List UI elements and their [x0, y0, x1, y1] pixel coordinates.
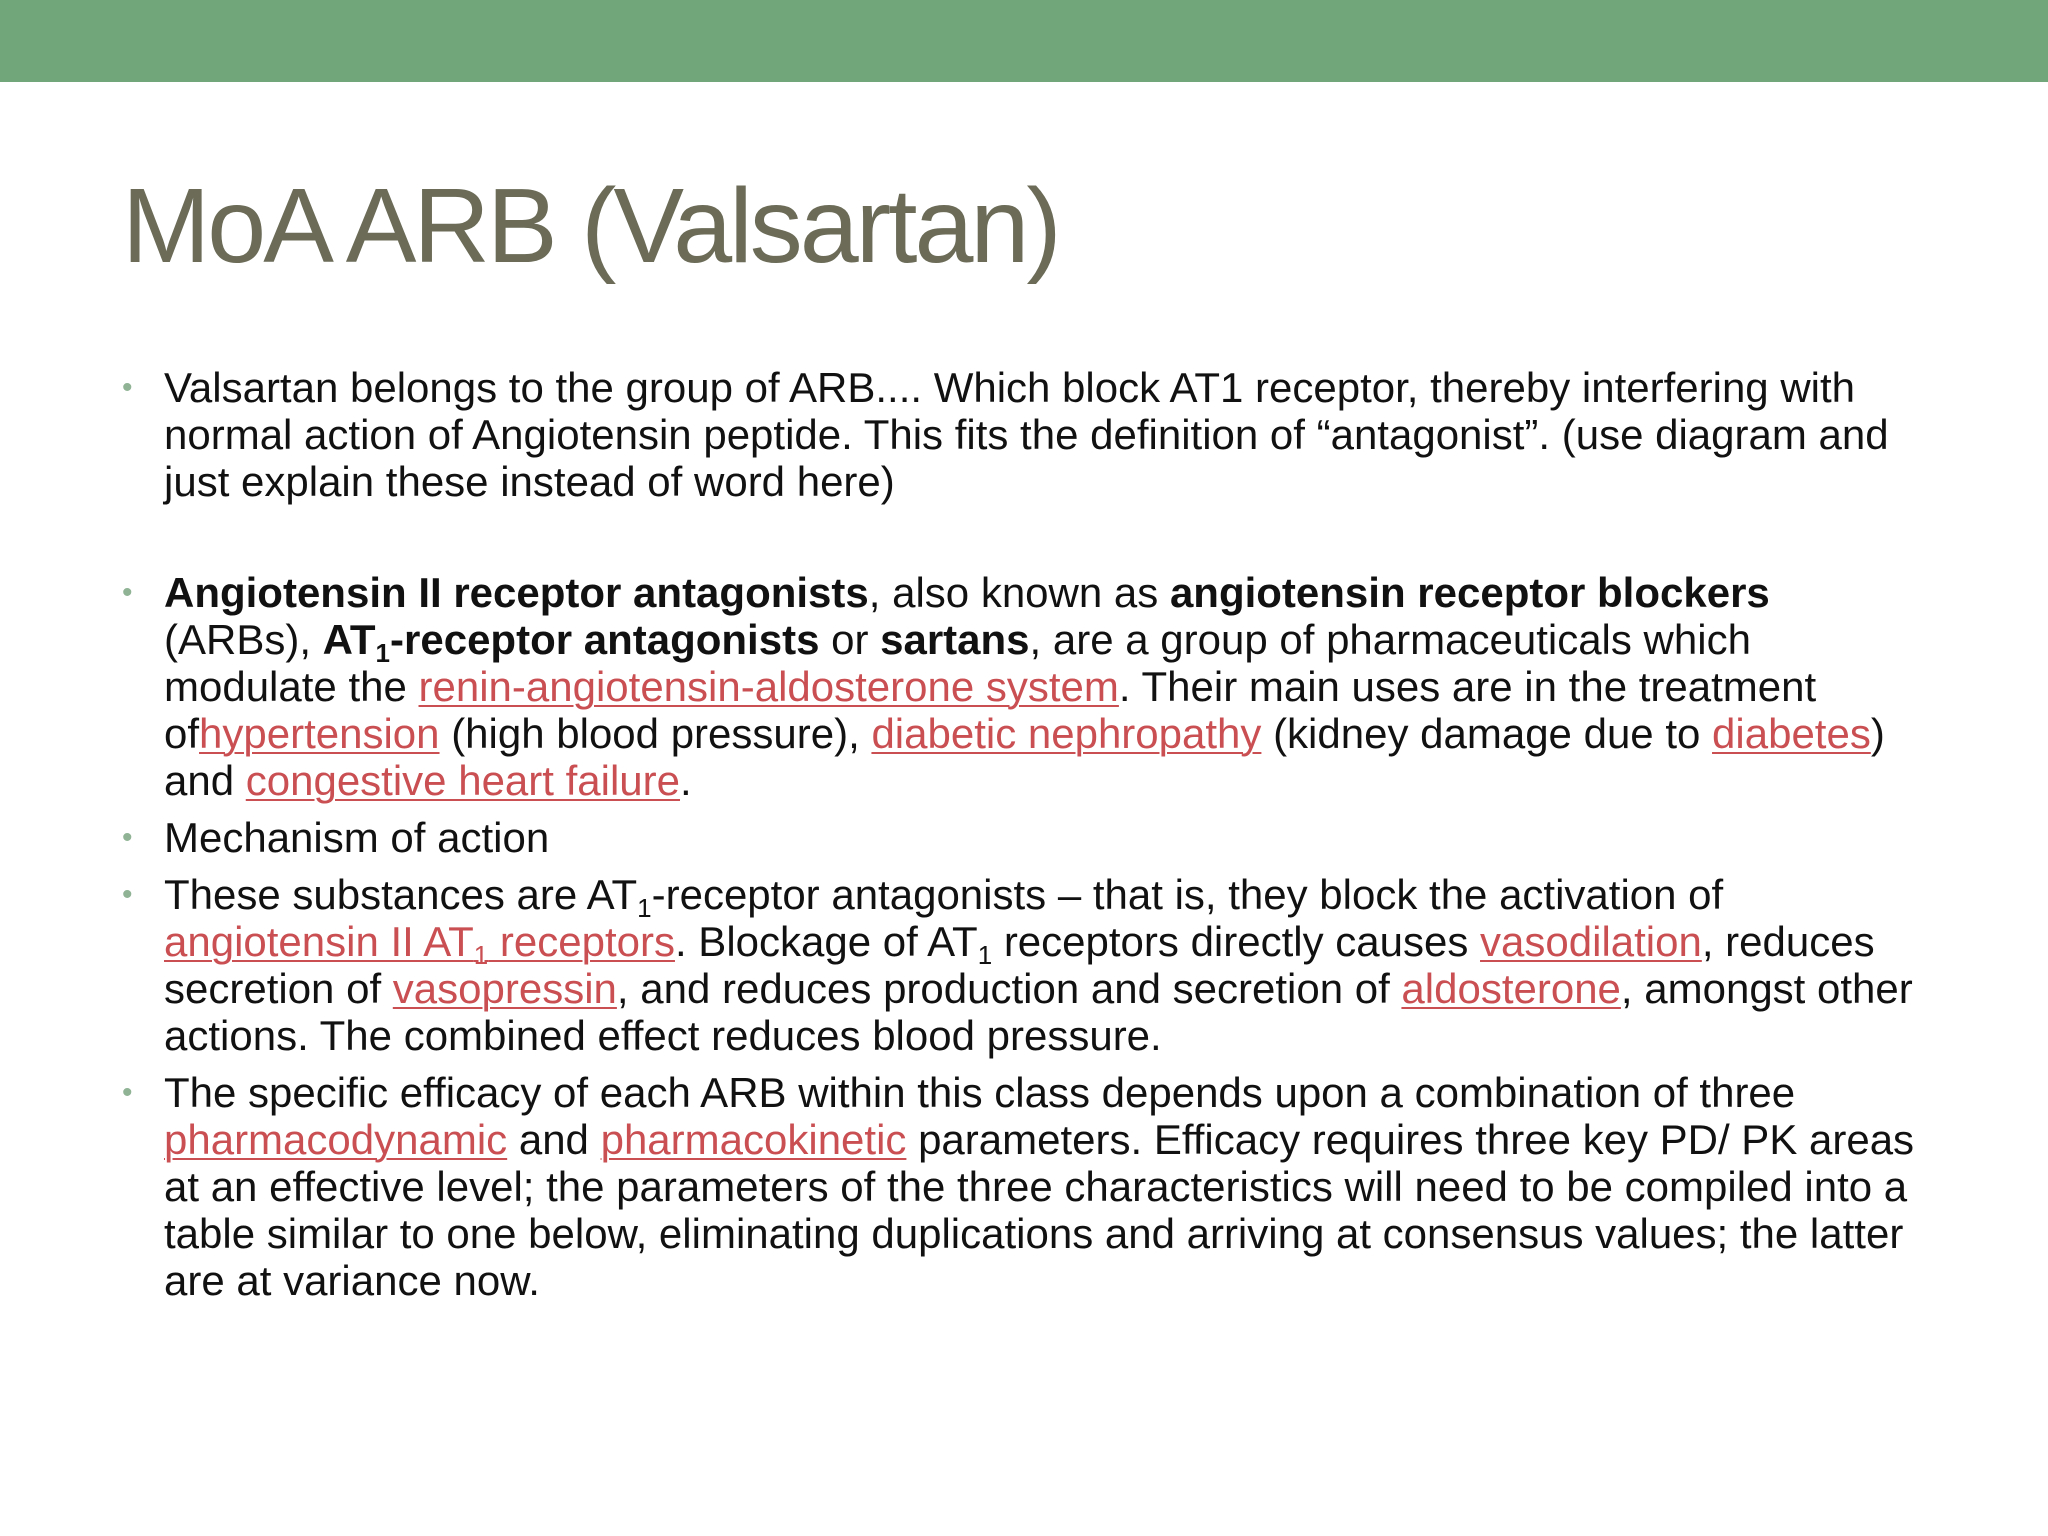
text-run: , and reduces production and secretion of: [616, 965, 1402, 1012]
top-accent-bar: [0, 0, 2048, 82]
link-pharmacokinetic[interactable]: pharmacokinetic: [600, 1116, 907, 1163]
link-diabetic-nephropathy[interactable]: diabetic nephropathy: [871, 710, 1262, 757]
slide-body: [122, 364, 1922, 1304]
bullet-dot-icon: •: [122, 1076, 133, 1109]
text-run: (high blood pressure),: [439, 710, 872, 757]
slide-title: MoA ARB (Valsartan): [122, 167, 1059, 285]
bullet-mechanism-heading: [122, 814, 1922, 861]
link-aldosterone[interactable]: aldosterone: [1401, 965, 1621, 1012]
text-run: These substances are AT: [164, 871, 638, 918]
link-part: angiotensin II AT: [164, 918, 474, 965]
bold-term: angiotensin receptor blockers: [1169, 569, 1770, 616]
text-run: receptors directly causes: [992, 918, 1481, 965]
text-run: , are a group of pharmaceuticals which modulate the: [164, 616, 1751, 710]
bullet-efficacy: [122, 1069, 1922, 1304]
subscript: 1: [473, 940, 489, 970]
text-run: , also known as: [868, 569, 1170, 616]
subscript: 1: [977, 940, 993, 970]
bullet-arb-definition: [122, 569, 1922, 804]
text-run: . Their main uses are in the treatment of: [164, 663, 1817, 757]
bold-term-part: AT: [322, 616, 376, 663]
link-part: receptors: [488, 918, 675, 965]
link-vasodilation[interactable]: vasodilation: [1480, 918, 1702, 965]
bullet-mechanism-detail: [122, 871, 1922, 1059]
link-congestive-heart-failure[interactable]: congestive heart failure: [245, 757, 681, 804]
bullet-text: Mechanism of action: [164, 814, 550, 861]
text-run: parameters. Efficacy requires three key PD/ PK areas at an effective level; the parameters of the three characteristics will need to be compiled into a table similar to one below, eliminating duplications and arriving at consensus values; the latter are at variance now.: [164, 1116, 1915, 1304]
bullet-dot-icon: •: [122, 878, 133, 911]
bullet-valsartan-group: [122, 364, 1922, 505]
link-hypertension[interactable]: hypertension: [199, 710, 440, 757]
text-run: , amongst other actions. The combined effect reduces blood pressure.: [164, 965, 1913, 1059]
text-run: (kidney damage due to: [1261, 710, 1713, 757]
text-run: . Blockage of AT: [674, 918, 978, 965]
text-run: -receptor antagonists – that is, they block the activation of: [651, 871, 1724, 918]
link-raas[interactable]: renin-angiotensin-aldosterone system: [418, 663, 1119, 710]
text-run: The specific efficacy of each ARB within this class depends upon a combination of three: [164, 1069, 1796, 1116]
bullet-dot-icon: •: [122, 576, 133, 609]
link-pharmacodynamic[interactable]: pharmacodynamic: [164, 1116, 508, 1163]
text-run: (ARBs),: [164, 616, 323, 663]
bold-term: Angiotensin II receptor antagonists: [164, 569, 869, 616]
bullet-text: Valsartan belongs to the group of ARB.... Which block AT1 receptor, thereby interfering with normal action of Angiotensin peptide. This fits the definition of “antagonist”. (use diagram and just explain these instead of word here): [164, 364, 1889, 505]
bullet-dot-icon: •: [122, 371, 133, 404]
bold-term: sartans: [880, 616, 1030, 663]
text-run: or: [819, 616, 881, 663]
bullet-dot-icon: •: [122, 821, 133, 854]
link-diabetes[interactable]: diabetes: [1712, 710, 1871, 757]
subscript: 1: [637, 893, 652, 923]
text-run: ) and: [164, 710, 1885, 804]
link-vasopressin[interactable]: vasopressin: [392, 965, 617, 1012]
link-angiotensin-ii-at1-receptors[interactable]: [164, 918, 675, 970]
subscript: 1: [375, 638, 391, 668]
bold-term: [322, 616, 820, 668]
text-run: , reduces secretion of: [164, 918, 1875, 1012]
text-run: and: [507, 1116, 601, 1163]
text-run: .: [680, 757, 692, 804]
bold-term-part: -receptor antagonists: [390, 616, 820, 663]
